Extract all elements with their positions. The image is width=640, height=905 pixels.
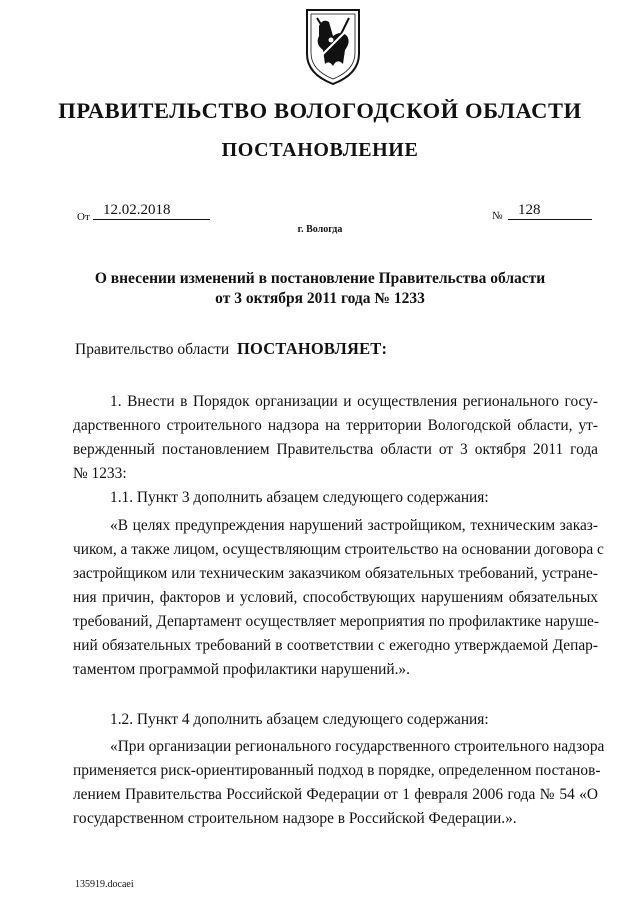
paragraph-1-2 (73, 708, 598, 732)
text-line: чиком, а также лицом, осуществляющим строительство на основании договора с (73, 541, 604, 558)
text-line: 1.2. Пункт 4 дополнить абзацем следующего содержания: (110, 711, 489, 728)
text-line: «При организации регионального государственного строительного надзора (110, 738, 605, 755)
quote-1 (73, 514, 604, 682)
preamble-text: Правительство области (75, 341, 230, 358)
subject-line-1: О внесении изменений в постановление Правительства области (94, 270, 546, 287)
decree-word: ПОСТАНОВЛЯЕТ: (236, 339, 388, 358)
text-line: ния причин, факторов и условий, способствующих нарушениям обязательных (73, 589, 598, 606)
text-line: дарственного строительного надзора на территории Вологодской области, ут- (73, 417, 598, 434)
document-type: ПОСТАНОВЛЕНИЕ (221, 139, 419, 161)
text-line: применяется риск-ориентированный подход в порядке, определенном постанов- (73, 762, 601, 779)
quote-2 (73, 735, 605, 831)
vologda-coat-of-arms-icon (303, 6, 363, 88)
text-line: 1.1. Пункт 3 дополнить абзацем следующего содержания: (110, 489, 489, 506)
government-title: ПРАВИТЕЛЬСТВО ВОЛОГОДСКОЙ ОБЛАСТИ (58, 98, 582, 123)
text-line: требований, Департамент осуществляет мероприятия по профилактике наруше- (73, 613, 600, 630)
text-line: «В целях предупреждения нарушений застройщиком, техническим заказ- (110, 517, 598, 534)
footer-file-code: 135919.docaei (75, 879, 134, 890)
text-line: таментом программой профилактики нарушений.». (73, 661, 410, 678)
text-line: лением Правительства Российской Федерации от 1 февраля 2006 года № 54 «О (73, 786, 598, 803)
city-label: г. Вологда (297, 224, 343, 235)
text-line: застройщиком или техническим заказчиком обязательных требований, устране- (73, 565, 598, 582)
preamble (75, 339, 387, 359)
subject-line-2: от 3 октября 2011 года № 1233 (215, 290, 425, 307)
document-date: 12.02.2018 (93, 203, 210, 220)
text-line: ний обязательных требований в соответствии с ежегодно утверждаемой Депар- (73, 637, 598, 654)
number-prefix: № (492, 210, 503, 222)
date-prefix: От (77, 211, 90, 223)
paragraph-1-1 (73, 486, 598, 510)
paragraph-1 (73, 390, 598, 486)
text-line: 1. Внести в Порядок организации и осуществления регионального госу- (110, 393, 598, 410)
text-line: № 1233: (73, 465, 127, 482)
text-line: вержденный постановлением Правительства области от 3 октября 2011 года (73, 441, 598, 458)
text-line: государственном строительном надзоре в Российской Федерации.». (73, 810, 517, 827)
document-number: 128 (508, 203, 592, 220)
